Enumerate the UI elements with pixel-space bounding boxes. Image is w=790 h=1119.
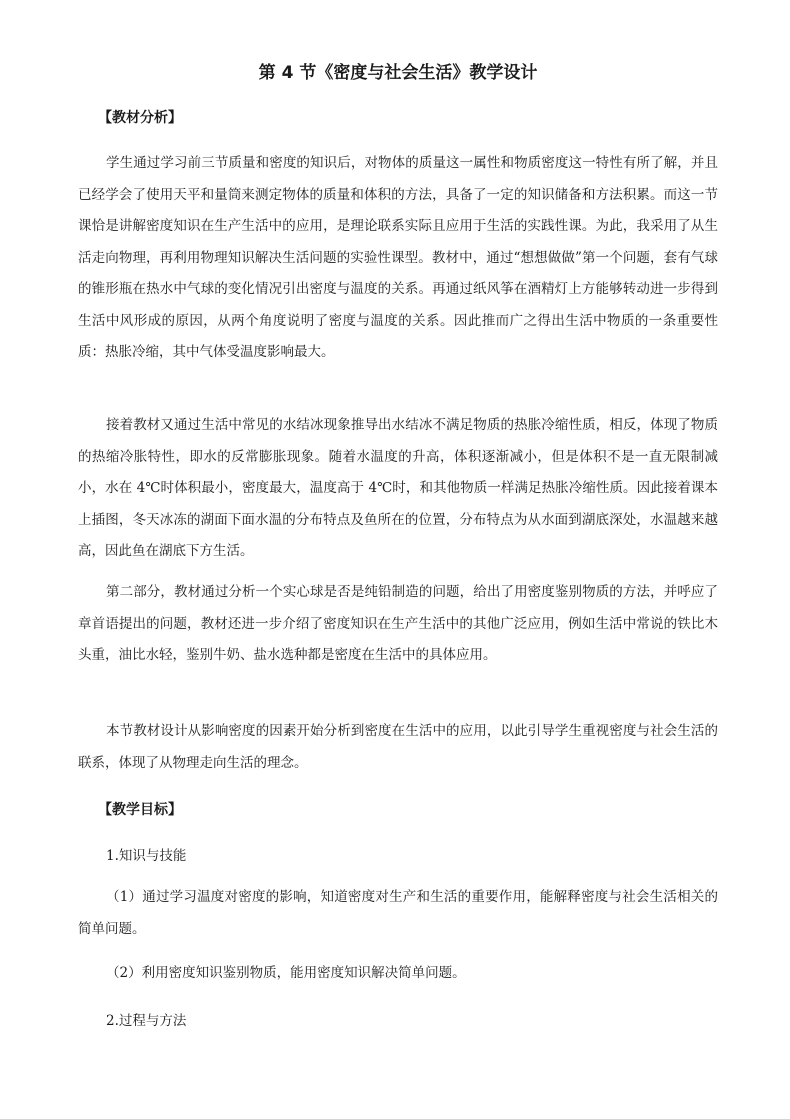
objective-subheading-process-method: 2.过程与方法 xyxy=(106,1013,187,1029)
analysis-paragraph-1: 学生通过学习前三节质量和密度的知识后，对物体的质量这一属性和物质密度这一特性有所了解，并且已经学会了使用天平和量筒来测定物体的质量和体积的方法，具备了一定的知识储备和方法积累。而这一节课恰是讲解密度知识在生产生活中的应用，是理论联系实际且应用于生活的实践性课。为此，我采用了从生活走向物理，再利用物理知识解决生活问题的实验性课型。教材中，通过“想想做做”第一个问题，套有气球的锥形瓶在热水中气球的变化情况引出密度与温度的关系。再通过纸风筝在酒精灯上方能够转动进一步得到生活中风形成的原因，从两个角度说明了密度与温度的关系。因此推而广之得出生活中物质的一条重要性质：热胀冷缩，其中气体受温度影响最大。 xyxy=(78,155,718,360)
analysis-paragraph-2: 接着教材又通过生活中常见的水结冰现象推导出水结冰不满足物质的热胀冷缩性质，相反，体现了物质的热缩冷胀特性，即水的反常膨胀现象。随着水温度的升高，体积逐渐减小，但是体积不是一直无限制减小，水在 4℃时体积最小，密度最大，温度高于 4℃时，和其他物质一样满足热胀冷缩性质。因此接着课本上插图，冬天冰冻的湖面下面水温的分布特点及鱼所在的位置，分布特点为从水面到湖底深处，水温越来越高，因此鱼在湖底下方生活。 xyxy=(78,417,718,559)
heading-teaching-objectives: 【教学目标】 xyxy=(98,802,182,818)
analysis-paragraph-4: 本节教材设计从影响密度的因素开始分析到密度在生活中的应用，以此引导学生重视密度与社会生活的联系，体现了从物理走向生活的理念。 xyxy=(78,723,718,771)
analysis-paragraph-3: 第二部分，教材通过分析一个实心球是否是纯铅制造的问题，给出了用密度鉴别物质的方法，并呼应了章首语提出的问题，教材还进一步介绍了密度知识在生产生活中的其他广泛应用，例如生活中常说的铁比木头重，油比水轻，鉴别牛奶、盐水选种都是密度在生活中的具体应用。 xyxy=(78,584,718,663)
objective-item-1: （1）通过学习温度对密度的影响，知道密度对生产和生活的重要作用，能解释密度与社会生活相关的简单问题。 xyxy=(78,889,718,937)
objective-item-2: （2）利用密度知识鉴别物质，能用密度知识解决简单问题。 xyxy=(106,965,466,981)
document-title: 第 4 节《密度与社会生活》教学设计 xyxy=(258,63,538,83)
heading-textbook-analysis: 【教材分析】 xyxy=(98,110,182,126)
objective-subheading-knowledge-skills: 1.知识与技能 xyxy=(106,848,187,864)
